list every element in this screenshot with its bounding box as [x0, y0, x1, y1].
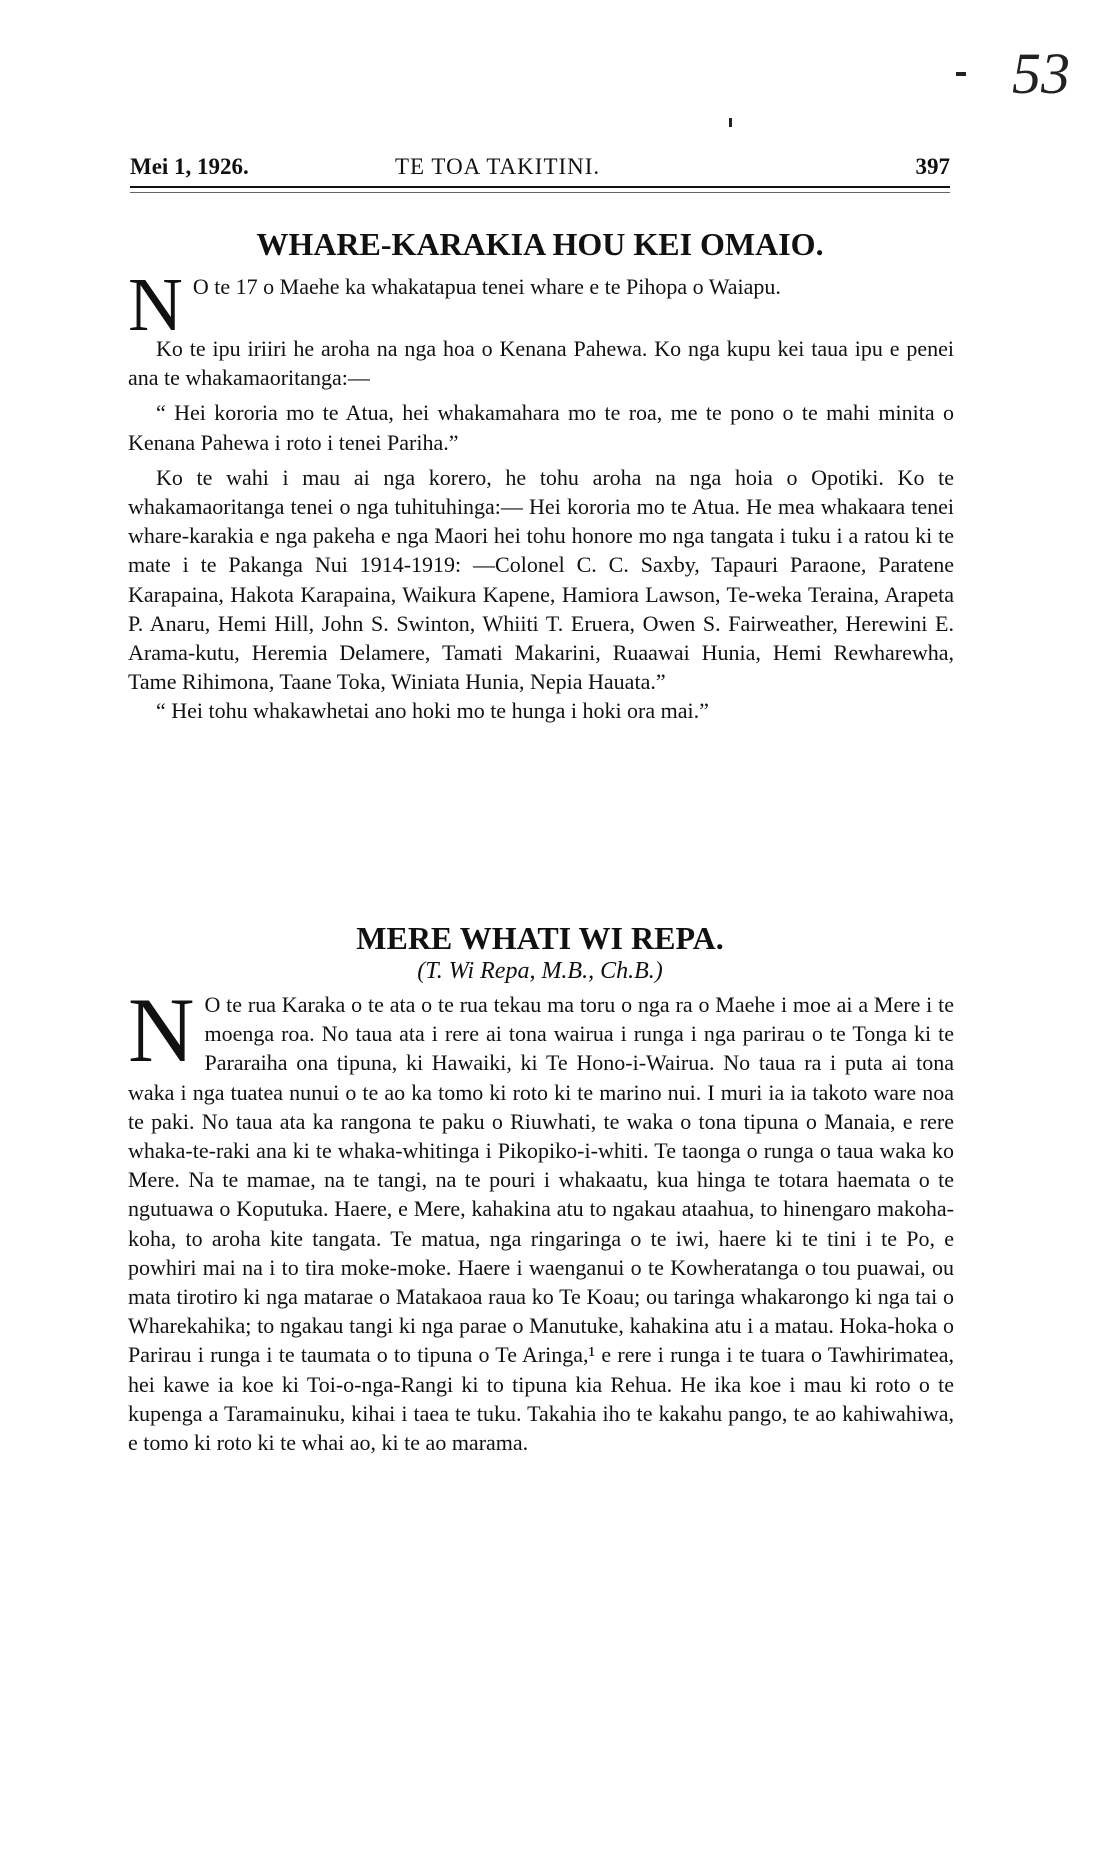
article2-title: MERE WHATI WI REPA. — [356, 920, 724, 956]
article2-byline: (T. Wi Repa, M.B., Ch.B.) — [417, 958, 663, 984]
article1-paragraph-1 — [128, 263, 954, 347]
running-header — [130, 150, 950, 188]
article2-body — [128, 979, 954, 1457]
header-rule — [130, 192, 950, 193]
article1-title: WHARE-KARAKIA HOU KEI OMAIO. — [256, 226, 824, 262]
article1-paragraph-3: Ko te wahi i mau ai nga korero, he tohu aroha na nga hoia o Opotiki. Ko te whakamaoritanga tenei o nga tuhituhinga:— Hei kororia mo te Atua. He mea whakaara tenei whare-karakia e nga pakeha e nga Maori hei tohu honore mo nga tangata i tuku i a ratou ki te mate i te Pakanga Nui 1914-1919: —Colonel C. C. Saxby, Tapauri Paraone, Paratene Karapaina, Hakota Karapaina, Waikura Kapene, Hamiora Lawson, Te-weka Teraina, Arapeta P. Anaru, Hemi Hill, John S. Swinton, Whiiti T. Eruera, Owen S. Fairweather, Herewini E. Arama-kutu, Heremia Delamere, Tamati Makarini, Ruaawai Hunia, Hemi Rewharewha, Tame Rihimona, Taane Toka, Winiata Hunia, Nepia Hauata.” — [128, 464, 954, 695]
pencil-tick-mark — [729, 118, 732, 127]
article1-paragraph-2: Ko te ipu iriiri he aroha na nga hoa o Kenana Pahewa. Ko nga kupu kei taua ipu e penei ana te whakamaoritanga:— — [128, 336, 954, 391]
header-page-number: 397 — [915, 154, 950, 179]
article1-body — [128, 263, 954, 726]
article2-dropcap: N — [128, 979, 195, 1081]
article2-paragraph — [128, 979, 954, 1457]
article1-p1-text: O te 17 o Maehe ka whakatapua tenei whare e te Pihopa o Waiapu. — [192, 274, 781, 299]
pencil-dash-mark — [956, 72, 966, 76]
handwritten-page-mark: 53 — [1012, 41, 1070, 106]
article2-body-text: O te rua Karaka o te ata o te rua tekau ma toru o nga ra o Maehe i moe ai a Mere i te moenga roa. No taua ata i rere ai tona wairua i runga i nga parirau o te Tonga ki te Pararaiha ona tipuna, ki Hawaiki, ki Te Hono-i-Wairua. No taua ra i puta ai tona waka i nga tuatea nunui o te ao ka tomo ki roto ki te marino nui. I muri ia ia takoto ware noa te paki. No taua ata ka rangona te paku o Riuwhati, te waka o tona tipuna o Manaia, e rere whaka-te-raki ana ki te whaka-whitinga i Pikopiko-i-whiti. Te taonga o runga o taua waka ko Mere. Na te mamae, na te tangi, na te pouri i whakaatu, kua hinga te totara haemata o te ngutuawa o Koputuka. Haere, e Mere, kahakina atu to ngakau ataahua, to hinengaro makoha-koha, to aroha kite tangata. Te matua, nga ringaringa o te iwi, haere ki te tini i te Po, e powhiri mai na i to tira moke-moke. Haere i waenganui o te Kowheratanga o tou puawai, ou mata tirotiro ki nga matarae o Matakaoa raua ko Te Koau; ou taringa whakarongo ki nga tai o Wharekahika; to ngakau tangi ki nga parae o Manutuke, kahakina atu i a matau. Hoka-hoka o Parirau i runga i te taumata o to tipuna o Te Aringa,¹ e rere i runga i te tuara o Tawhirimatea, hei kawe ia koe ki Toi-o-nga-Rangi ki to tipuna kia Rehua. He ika koe i mau ki roto o te kupenga a Taramainuku, kihai i taea te tuku. Takahia iho te kakahu pango, te ao kahiwahiwa, e tomo ki roto ki te whai ao, ki te ao marama. — [128, 992, 954, 1456]
header-journal-title: TE TOA TAKITINI. — [395, 154, 601, 179]
article1-quote-1: “ Hei kororia mo te Atua, hei whakamahara mo te roa, me te pono o te mahi minita o Kenana Pahewa i roto i tenei Pariha.” — [128, 400, 954, 455]
article1-dropcap: N — [128, 263, 183, 347]
header-date: Mei 1, 1926. — [130, 154, 249, 179]
article1-quote-2: “ Hei tohu whakawhetai ano hoki mo te hunga i hoki ora mai.” — [156, 698, 709, 724]
